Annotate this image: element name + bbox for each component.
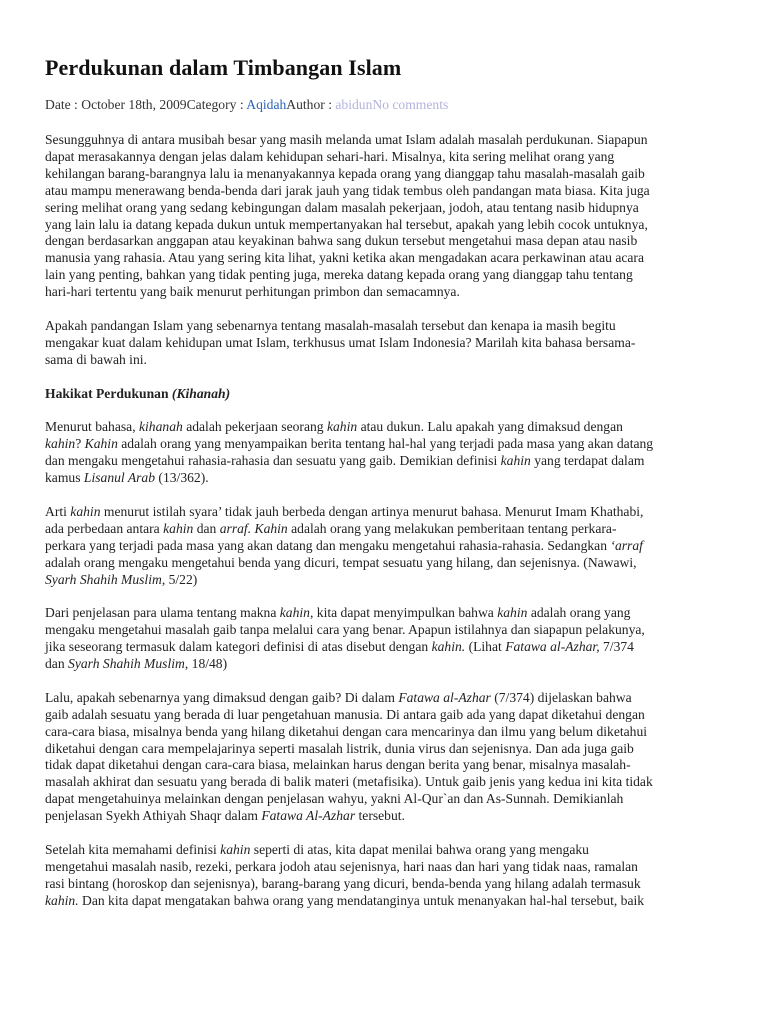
italic-term: Lisanul Arab	[83, 470, 156, 486]
text-line	[45, 149, 735, 166]
article-title: Perdukunan dalam Timbangan Islam	[45, 55, 402, 80]
text-line	[45, 791, 735, 808]
text-run: dan	[45, 656, 69, 672]
text-line	[45, 538, 735, 555]
text-run: ?	[75, 436, 85, 452]
text-run: Dan kita dapat mengatakan bahwa orang yang mendatanginya untuk menanyakan hal-hal tersebut, baik	[78, 892, 645, 908]
italic-term: kihanah	[139, 419, 183, 435]
italic-term: kahin	[220, 841, 251, 857]
text-line	[45, 521, 735, 538]
text-line	[45, 690, 735, 707]
text-line	[45, 572, 735, 589]
text-run: yang lain lalu ia datang kepada dukun untuk mempertanyakan hal tersebut, apakah yang lebih cocok untuknya,	[45, 216, 648, 232]
italic-term: kahin.	[431, 639, 466, 655]
section-heading	[45, 386, 735, 403]
article-body	[45, 132, 735, 926]
text-run: Sesungguhnya di antara musibah besar yang masih melanda umat Islam adalah masalah perdukunan. Siapapun	[45, 132, 648, 147]
text-line	[45, 419, 735, 436]
text-run: sering melihat orang yang sedang kebingungan dalam masalah pekerjaan, jodoh, atau tentang nasib hidupnya	[45, 199, 639, 215]
text-run: adalah orang yang	[527, 605, 631, 621]
body-paragraph	[45, 419, 735, 487]
text-run: atau dukun. Lalu apakah yang dimaksud dengan	[357, 419, 623, 435]
text-line	[45, 808, 735, 825]
text-run: sama di bawah ini.	[45, 351, 147, 367]
text-run: , 18/48)	[184, 656, 228, 672]
author-label: Author :	[286, 97, 336, 112]
italic-term: kahin	[497, 605, 528, 621]
text-run: yang terdapat dalam	[530, 453, 645, 469]
text-line	[45, 436, 735, 453]
text-run: dapat mengetahuinya melainkan dengan penjelasan wahyu, yakni Al-Qur`an dan As-Sunnah. Demikianlah	[45, 791, 624, 807]
italic-term: Syarh Shahih Muslim	[68, 656, 185, 672]
text-line	[45, 876, 735, 893]
text-line	[45, 352, 735, 369]
comments-link[interactable]: No comments	[372, 97, 449, 112]
text-run: mengakar kuat dalam kehidupan umat Islam, terkhusus umat Islam Indonesia? Marilah kita bahasa bersama-	[45, 334, 636, 350]
text-line	[45, 267, 735, 284]
text-run: cara-cara biasa, misalnya benda yang hilang diketahui dengan cara mencarinya dan ilmu yang belum diketahui	[45, 723, 648, 739]
text-line	[45, 217, 735, 234]
text-line	[45, 555, 735, 572]
italic-term: kahin	[500, 453, 531, 469]
text-run: adalah orang yang melakukan pemberitaan tentang perkara-	[287, 520, 617, 536]
text-run: 7/374	[599, 639, 634, 655]
text-line	[45, 605, 735, 622]
text-run: dengan berdasarkan anggapan atau keyakinan bahwa sang dukun tersebut mengetahui masa depan atau nasib	[45, 233, 638, 249]
article-meta	[45, 97, 448, 113]
text-line	[45, 453, 735, 470]
italic-term: ‘arraf	[610, 537, 643, 553]
italic-term: Fatawa al-Azhar	[398, 689, 491, 705]
text-run: manusia yang rahasia. Atau yang sering kita lihat, yakni ketika akan mengadakan acara perkawinan atau acara	[45, 250, 644, 266]
italic-term: (Kihanah)	[171, 385, 231, 401]
text-run: , 5/22)	[161, 571, 198, 587]
text-line	[45, 741, 735, 758]
author-link[interactable]: abidun	[335, 97, 373, 112]
text-run: menurut istilah syara’ tidak jauh berbeda dengan artinya menurut bahasa. Menurut Imam Khathabi,	[100, 503, 644, 519]
text-run: lain yang penting, bahkan yang tidak penting juga, mereka datang kepada orang yang dianggap tahu tentang	[45, 267, 633, 283]
italic-term: arraf. Kahin	[219, 520, 288, 536]
text-run: dapat merasakannya dengan jelas dalam kehidupan sehari-hari. Misalnya, kita sering melihat orang yang	[45, 148, 615, 164]
text-run: Lalu, apakah sebenarnya yang dimaksud dengan gaib? Di dalam	[45, 689, 399, 705]
body-paragraph	[45, 504, 735, 589]
italic-term: kahin	[326, 419, 358, 435]
text-run: Menurut bahasa,	[45, 419, 139, 435]
text-run: Apakah pandangan Islam yang sebenarnya tentang masalah-masalah tersebut dan kenapa ia masih begitu	[45, 317, 616, 333]
text-run: (7/374) dijelaskan bahwa	[490, 689, 632, 705]
text-line	[45, 859, 735, 876]
text-line	[45, 250, 735, 267]
post-date: October 18th, 2009	[81, 97, 187, 112]
text-run: Hakikat Perdukunan	[45, 385, 172, 401]
italic-term: kahin.	[45, 892, 79, 908]
text-line	[45, 656, 735, 673]
text-run: seperti di atas, kita dapat menilai bahwa orang yang mengaku	[250, 841, 589, 857]
text-run: gaib adalah sesuatu yang berada di luar pengetahuan manusia. Di antara gaib ada yang dapat diketahui dengan	[45, 706, 645, 722]
text-line	[45, 166, 735, 183]
text-line	[45, 183, 735, 200]
text-run: diketahui dengan cara mempelajarinya seperti masalah listrik, dunia virus dan sejenisnya. Dan ada juga gaib	[45, 740, 634, 756]
category-label: Category :	[186, 97, 247, 112]
text-run: adalah pekerjaan seorang	[182, 419, 327, 435]
text-line	[45, 774, 735, 791]
text-line	[45, 842, 735, 859]
body-paragraph	[45, 605, 735, 673]
text-line	[45, 200, 735, 217]
text-line	[45, 757, 735, 774]
text-run: mengaku mengetahui masalah gaib tanpa melalui cara yang benar. Apapun istilahnya dan siapapun pelakunya,	[45, 622, 645, 638]
body-paragraph	[45, 132, 735, 301]
text-line	[45, 622, 735, 639]
italic-term: Syarh Shahih Muslim	[45, 571, 162, 587]
text-run: tersebut.	[355, 808, 405, 824]
text-run: kehilangan barang-barangnya lalu ia menanyakannya kepada orang yang dianggap tahu masalah-masalah gaib	[45, 165, 645, 181]
text-run: , kita dapat menyimpulkan bahwa	[309, 605, 498, 621]
italic-term: Kahin	[84, 436, 118, 452]
text-run: penjelasan Syekh Athiyah Shaqr dalam	[45, 808, 262, 824]
text-line	[45, 335, 735, 352]
text-run: dan	[193, 520, 220, 536]
text-run: perkara yang terjadi pada masa yang akan datang dan mengaku mengetahui rahasia-rahasia. Sedangkan	[45, 537, 611, 553]
italic-term: kahin	[279, 605, 310, 621]
text-line	[45, 893, 735, 910]
date-label: Date :	[45, 97, 82, 112]
italic-term: kahin	[45, 436, 76, 452]
text-line	[45, 470, 735, 487]
text-run: ada perbedaan antara	[45, 520, 164, 536]
category-link[interactable]: Aqidah	[246, 97, 287, 112]
text-run: adalah orang mengaku mengetahui benda yang dicuri, tempat sesuatu yang hilang, dan sejenisnya. (Nawawi,	[45, 554, 637, 570]
text-run: kamus	[45, 470, 84, 486]
text-run: (Lihat	[465, 639, 506, 655]
text-run: atau mampu menerawang benda-benda dari jarak jauh yang tidak tembus oleh pandangan mata biasa. Kita juga	[45, 182, 650, 198]
text-run: Dari penjelasan para ulama tentang makna	[45, 605, 280, 621]
text-line	[45, 639, 735, 656]
text-run: tidak dapat diketahui dengan cara-cara biasa, melainkan harus dengan berita yang benar, misalnya masalah-	[45, 757, 631, 773]
body-paragraph	[45, 690, 735, 825]
text-line	[45, 707, 735, 724]
text-run: (13/362).	[155, 470, 209, 486]
body-paragraph	[45, 842, 735, 910]
text-run: rasi bintang (horoskop dan sejenisnya), barang-barang yang dicuri, benda-benda yang hilang adalah termasuk	[45, 875, 641, 891]
italic-term: Fatawa Al-Azhar	[261, 808, 356, 824]
text-run: masalah akhirat dan sesuatu yang berada di balik materi (metafisika). Untuk gaib jenis yang kedua ini kita tidak	[45, 774, 653, 790]
text-line	[45, 504, 735, 521]
body-paragraph	[45, 318, 735, 369]
text-run: Arti	[45, 503, 71, 519]
text-run: jika seseorang termasuk dalam kategori definisi di atas disebut dengan	[45, 639, 432, 655]
text-run: dan mengaku mengetahui rahasia-rahasia dan sesuatu yang gaib. Demikian definisi	[45, 453, 501, 469]
text-line	[45, 318, 735, 335]
text-run: adalah orang yang menyampaikan berita tentang hal-hal yang terjadi pada masa yang akan datang	[117, 436, 654, 452]
text-run: mengetahui masalah nasib, rezeki, perkara jodoh atau sejenisnya, hari naas dan hari yang tidak naas, ramalan	[45, 858, 638, 874]
italic-term: Fatawa al-Azhar,	[505, 639, 600, 655]
italic-term: kahin	[163, 520, 194, 536]
text-run: Setelah kita memahami definisi	[45, 841, 221, 857]
text-line	[45, 724, 735, 741]
text-line	[45, 386, 735, 403]
italic-term: kahin	[70, 503, 101, 519]
text-line	[45, 233, 735, 250]
text-run: hari-hari tertentu yang baik menurut perhitungan primbon dan semacamnya.	[45, 284, 460, 300]
text-line	[45, 284, 735, 301]
text-line	[45, 132, 735, 149]
